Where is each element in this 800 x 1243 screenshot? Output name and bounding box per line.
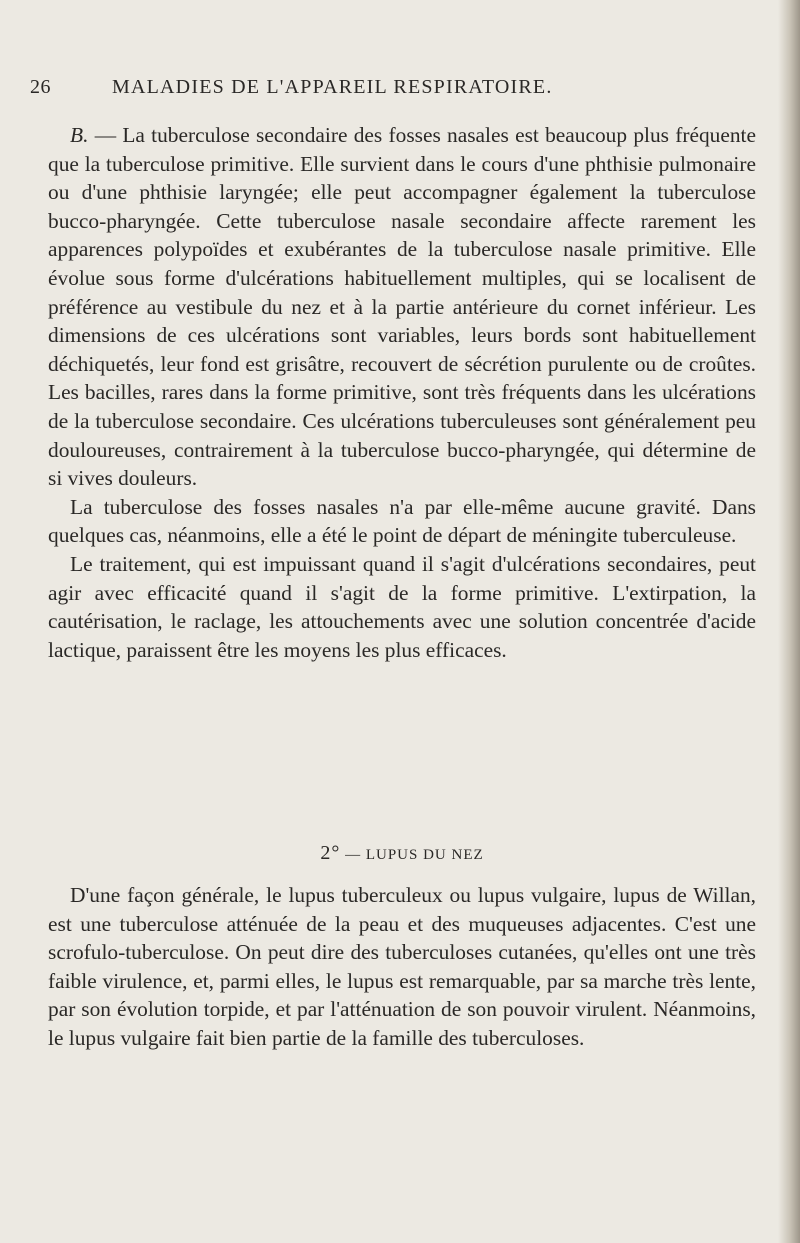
paragraph-text: — La tuberculose secondaire des fosses nasales est beaucoup plus fréquente que la tuberculose primitive. Elle survient dans le cours d'une phthisie pulmonaire ou d'une phthisie laryngée; elle peut accompagner également la tuberculose bucco-pharyngée. Cette tuberculose nasale secondaire affecte rarement les apparences polypoïdes et exubérantes de la tuberculose nasale primitive. Elle évolue sous forme d'ulcérations habituellement multiples, qui se localisent de préférence au vestibule du nez et à la partie antérieure du cornet inférieur. Les dimensions de ces ulcérations sont variables, leurs bords sont habituellement déchiquetés, leur fond est grisâtre, recouvert de sécrétion purulente ou de croûtes. Les bacilles, rares dans la forme primitive, sont très fréquents dans les ulcérations de la tuberculose secondaire. Ces ulcérations tuberculeuses sont généralement peu douloureuses, contrairement à la tuberculose bucco-pharyngée, qui détermine de si vives douleurs.	[48, 123, 756, 491]
section-heading	[48, 842, 756, 865]
page-header	[30, 76, 750, 106]
section-number: 2°	[320, 842, 341, 864]
section-title: — LUPUS DU NEZ	[345, 847, 484, 863]
paragraph	[48, 121, 756, 493]
section-b-body	[48, 121, 756, 664]
page-edge-shadow	[778, 0, 800, 1243]
paragraph: Le traitement, qui est impuissant quand il s'agit d'ulcérations secondaires, peut agir avec efficacité quand il s'agit de la forme primitive. L'extirpation, la cautérisation, le raclage, les attouchements avec une solution concentrée d'acide lactique, paraissent être les moyens les plus efficaces.	[48, 551, 756, 662]
section-2-body	[48, 881, 756, 1053]
running-head: MALADIES DE L'APPAREIL RESPIRATOIRE.	[112, 76, 553, 98]
page-number: 26	[30, 76, 51, 98]
paragraph: D'une façon générale, le lupus tuberculeux ou lupus vulgaire, lupus de Willan, est une tuberculose atténuée de la peau et des muqueuses adjacentes. C'est une scrofulo-tuberculose. On peut dire des tuberculoses cutanées, qu'elles ont une très faible virulence, et, parmi elles, le lupus est remarquable, par sa marche très lente, par son évolution torpide, et par l'atténuation de son pouvoir virulent. Néanmoins, le lupus vulgaire fait bien partie de la famille des tuberculoses.	[48, 883, 756, 1050]
paragraph: La tuberculose des fosses nasales n'a par elle-même aucune gravité. Dans quelques cas, néanmoins, elle a été le point de départ de méningite tuberculeuse.	[48, 494, 756, 548]
section-marker: B.	[70, 123, 89, 147]
